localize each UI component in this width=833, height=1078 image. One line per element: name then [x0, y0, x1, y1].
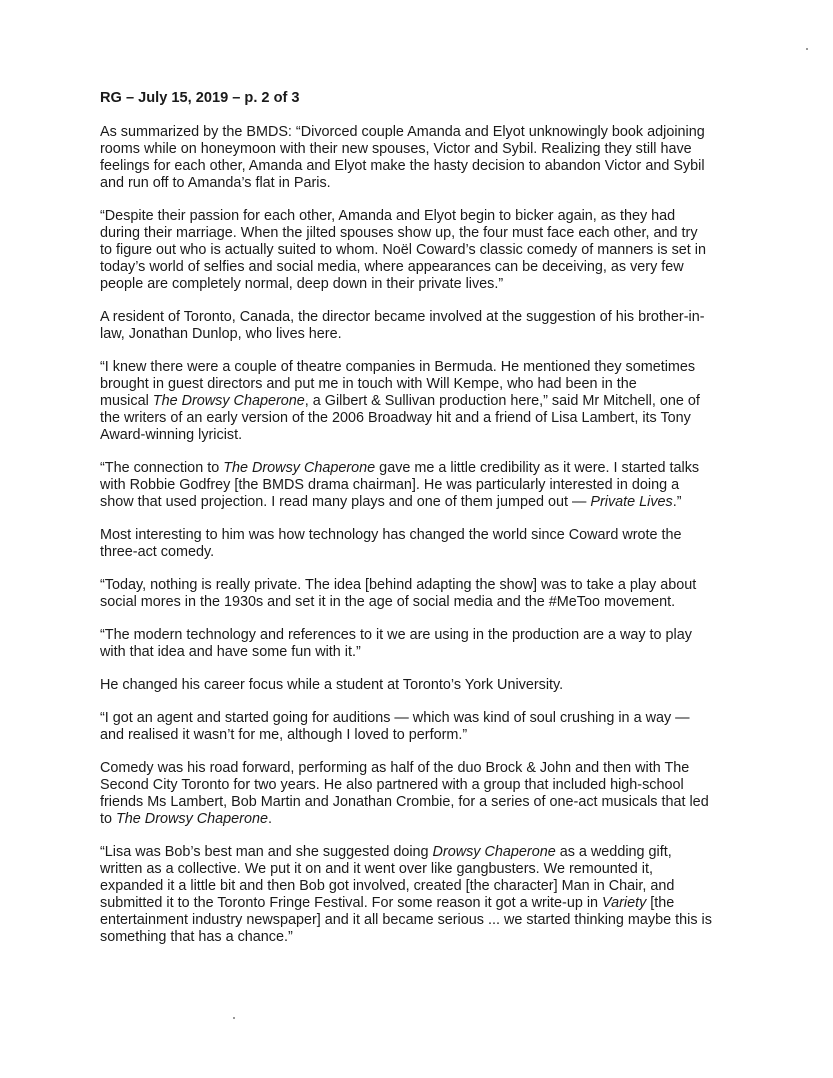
text-line — [100, 929, 755, 946]
text-line — [100, 494, 755, 511]
text-line — [100, 544, 755, 561]
text-line — [100, 158, 755, 175]
text-run: and realised it wasn’t for me, although I loved to perform.” — [100, 727, 468, 743]
text-run: three-act comedy. — [100, 544, 215, 560]
paragraph — [100, 359, 755, 444]
text-run: during their marriage. When the jilted spouses show up, the four must face each other, and try — [100, 225, 698, 241]
text-line — [100, 710, 755, 727]
italic-title: Drowsy Chaperone — [432, 844, 556, 860]
text-run: today’s world of selfies and social media, where appearances can be deceiving, as very few — [100, 259, 684, 275]
text-run: [the — [646, 895, 675, 911]
text-run: “Lisa was Bob’s best man and she suggested doing — [100, 844, 433, 860]
text-line — [100, 326, 755, 343]
text-run: “Despite their passion for each other, Amanda and Elyot begin to bicker again, as they had — [100, 208, 676, 224]
text-line — [100, 410, 755, 427]
paragraph — [100, 460, 755, 511]
paragraph — [100, 627, 755, 661]
text-run: Award-winning lyricist. — [100, 427, 243, 443]
text-run: brought in guest directors and put me in touch with Will Kempe, who had been in the — [100, 376, 637, 392]
text-run: social mores in the 1930s and set it in the age of social media and the #MeToo movement. — [100, 594, 676, 610]
text-line — [100, 393, 755, 410]
text-line — [100, 527, 755, 544]
text-line — [100, 811, 755, 828]
text-line — [100, 677, 755, 694]
text-line — [100, 627, 755, 644]
scan-speck — [806, 48, 808, 50]
paragraph — [100, 844, 755, 946]
text-run: A resident of Toronto, Canada, the director became involved at the suggestion of his brother-in- — [100, 309, 705, 325]
page-header: RG – July 15, 2019 – p. 2 of 3 — [100, 90, 300, 106]
text-run: gave me a little credibility as it were. I started talks — [375, 460, 700, 476]
text-line — [100, 727, 755, 744]
document-page — [100, 89, 755, 962]
text-run: Second City Toronto for two years. He also partnered with a group that included high-school — [100, 777, 684, 793]
italic-title: The Drowsy Chaperone — [152, 393, 305, 409]
text-line — [100, 844, 755, 861]
text-run: Comedy was his road forward, performing as half of the duo Brock & John and then with The — [100, 760, 690, 776]
text-line — [100, 477, 755, 494]
text-line — [100, 124, 755, 141]
text-run: and run off to Amanda’s flat in Paris. — [100, 175, 331, 191]
text-run: . — [267, 811, 272, 827]
text-run: submitted it to the Toronto Fringe Festival. For some reason it got a write-up in — [100, 895, 603, 911]
text-run: show that used projection. I read many plays and one of them jumped out — — [100, 494, 591, 510]
text-line — [100, 141, 755, 158]
paragraph — [100, 710, 755, 744]
text-run: to — [100, 811, 116, 827]
text-line — [100, 794, 755, 811]
text-run: He changed his career focus while a student at Toronto’s York University. — [100, 677, 564, 693]
text-run: people are completely normal, deep down in their private lives.” — [100, 276, 504, 292]
paragraph — [100, 577, 755, 611]
text-line — [100, 577, 755, 594]
text-run: something that has a chance.” — [100, 929, 293, 945]
text-line — [100, 460, 755, 477]
text-line — [100, 359, 755, 376]
text-run: law, Jonathan Dunlop, who lives here. — [100, 326, 342, 342]
paragraph — [100, 677, 755, 694]
text-run: , a Gilbert & Sullivan production here,” said Mr Mitchell, one of — [304, 393, 700, 409]
text-run: rooms while on honeymoon with their new spouses, Victor and Sybil. Realizing they still have — [100, 141, 692, 157]
text-line — [100, 594, 755, 611]
text-line — [100, 276, 755, 293]
text-line — [100, 259, 755, 276]
scan-speck — [233, 1017, 235, 1019]
text-line — [100, 760, 755, 777]
text-run: expanded it a little bit and then Bob got involved, created [the character] Man in Chair, and — [100, 878, 675, 894]
text-line — [100, 895, 755, 912]
text-run: “Today, nothing is really private. The idea [behind adapting the show] was to take a play about — [100, 577, 697, 593]
text-line — [100, 208, 755, 225]
text-line — [100, 912, 755, 929]
text-line — [100, 225, 755, 242]
italic-title: Private Lives — [590, 494, 673, 510]
text-run: feelings for each other, Amanda and Elyot make the hasty decision to abandon Victor and Sybil — [100, 158, 705, 174]
paragraph — [100, 309, 755, 343]
text-line — [100, 175, 755, 192]
text-run: “The modern technology and references to it we are using in the production are a way to play — [100, 627, 692, 643]
paragraph — [100, 760, 755, 828]
text-run: with Robbie Godfrey [the BMDS drama chairman]. He was particularly interested in doing a — [100, 477, 680, 493]
italic-title: The Drowsy Chaperone — [223, 460, 376, 476]
text-line — [100, 878, 755, 895]
text-line — [100, 376, 755, 393]
italic-title: The Drowsy Chaperone — [116, 811, 268, 827]
text-run: entertainment industry newspaper] and it all became serious ... we started thinking maybe this is — [100, 912, 712, 928]
paragraph — [100, 124, 755, 192]
text-line — [100, 777, 755, 794]
text-run: “I knew there were a couple of theatre companies in Bermuda. He mentioned they sometimes — [100, 359, 696, 375]
italic-title: Variety — [602, 895, 647, 911]
text-run: as a wedding gift, — [555, 844, 672, 860]
text-run: “I got an agent and started going for auditions — which was kind of soul crushing in a way — — [100, 710, 690, 726]
text-line — [100, 861, 755, 878]
text-line — [100, 242, 755, 259]
text-line — [100, 427, 755, 444]
paragraph — [100, 527, 755, 561]
text-run: with that idea and have some fun with it.” — [100, 644, 361, 660]
text-run: the writers of an early version of the 2006 Broadway hit and a friend of Lisa Lambert, its Tony — [100, 410, 691, 426]
text-line — [100, 309, 755, 326]
article-body — [100, 124, 755, 946]
text-run: .” — [672, 494, 682, 510]
text-run: musical — [100, 393, 153, 409]
paragraph — [100, 208, 755, 293]
text-run: to figure out who is actually suited to whom. Noël Coward’s classic comedy of manners is set in — [100, 242, 707, 258]
text-run: As summarized by the BMDS: “Divorced couple Amanda and Elyot unknowingly book adjoining — [100, 124, 705, 140]
text-run: written as a collective. We put it on and it went over like gangbusters. We remounted it, — [100, 861, 653, 877]
text-run: “The connection to — [100, 460, 224, 476]
text-run: friends Ms Lambert, Bob Martin and Jonathan Crombie, for a series of one-act musicals that led — [100, 794, 709, 810]
text-line — [100, 644, 755, 661]
text-run: Most interesting to him was how technology has changed the world since Coward wrote the — [100, 527, 682, 543]
